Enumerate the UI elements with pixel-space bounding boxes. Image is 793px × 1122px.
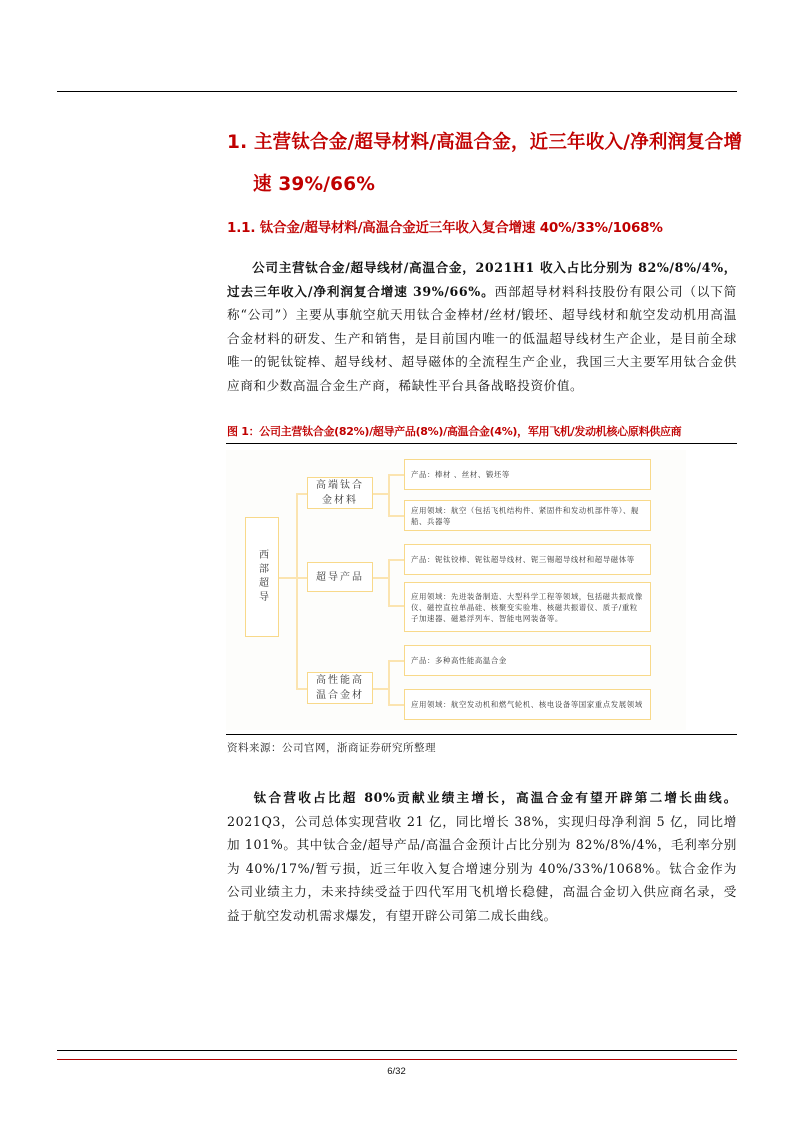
paragraph-intro-lead: 公司主营钛合金/超导线材/高温合金，2021H1 收入占比分别为 82%/8%/4%，过去三年收入/净利润复合增速 39%/66%。 bbox=[227, 260, 737, 299]
paragraph-growth bbox=[227, 786, 737, 927]
connector bbox=[373, 493, 388, 495]
connector bbox=[388, 559, 390, 606]
connector bbox=[373, 577, 388, 579]
page-number: 6/32 bbox=[387, 1066, 406, 1077]
connector bbox=[388, 559, 404, 561]
footer-rule-red bbox=[57, 1059, 737, 1060]
connector bbox=[296, 688, 307, 690]
leaf-superalloy-product: 产品：多种高性能高温合金 bbox=[404, 645, 651, 676]
header-rule bbox=[57, 91, 737, 92]
connector bbox=[388, 660, 404, 662]
connector bbox=[388, 474, 390, 516]
connector bbox=[296, 493, 307, 495]
connector bbox=[388, 605, 404, 607]
leaf-superconductor-product: 产品：铌钛铰棒、铌钛超导线材、铌三锡超导线材和超导磁体等 bbox=[404, 544, 651, 575]
heading-line-2: 速 39%/66% bbox=[253, 174, 376, 195]
leaf-superconductor-application: 应用领域：先进装备制造、大型科学工程等领域，包括磁共振成像仪、磁控直拉单晶硅、核聚变实验堆、核磁共振谱仪、质子/重粒子加速器、磁悬浮列车、智能电网装备等。 bbox=[404, 582, 651, 632]
source-rule bbox=[226, 734, 737, 735]
connector bbox=[388, 474, 404, 476]
section-heading-1 bbox=[227, 122, 747, 206]
figure-title: 图 1：公司主营钛合金(82%)/超导产品(8%)/高温合金(4%)，军用飞机/发动机核心原料供应商 bbox=[227, 425, 682, 438]
figure-rule bbox=[226, 443, 737, 444]
connector bbox=[373, 688, 388, 690]
heading-line-1: 1. 主营钛合金/超导材料/高温合金，近三年收入/净利润复合增 bbox=[227, 132, 743, 153]
paragraph-intro-body: 西部超导材料科技股份有限公司（以下简称“公司”）主要从事航空航天用钛合金棒材/丝材/锻坯、超导线材和航空发动机用高温合金材料的研发、生产和销售，是目前国内唯一的低温超导线材生产企业，是目前全球唯一的铌钛锭棒、超导线材、超导磁体的全流程生产企业，我国三大主要军用钛合金供应商和少数高温合金生产商，稀缺性平台具备战略投资价值。 bbox=[227, 283, 737, 393]
category-node-titanium: 高端钛合金材料 bbox=[307, 477, 373, 509]
paragraph-growth-lead: 钛合营收占比超 80%贡献业绩主增长，高温合金有望开辟第二增长曲线。 bbox=[252, 790, 737, 805]
connector bbox=[279, 577, 307, 579]
leaf-superalloy-application: 应用领域：航空发动机和燃气轮机、核电设备等国家重点发展领域 bbox=[404, 689, 651, 720]
connector bbox=[296, 493, 298, 689]
connector bbox=[388, 515, 404, 517]
figure-source: 资料来源：公司官网，浙商证券研究所整理 bbox=[227, 742, 436, 754]
leaf-titanium-application: 应用领域：航空（包括飞机结构件、紧固件和发动机部件等）、舰船、兵器等 bbox=[404, 500, 651, 531]
leaf-titanium-product: 产品：棒材 、丝材、锻坯等 bbox=[404, 459, 651, 490]
paragraph-growth-body: 2021Q3，公司总体实现营收 21 亿，同比增长 38%，实现归母净利润 5 亿，同比增加 101%。其中钛合金/超导产品/高温合金预计占比分别为 82%/8%/4%，毛利率分别为 40%/17%/暂亏损，近三年收入复合增速分别为 40%/33%/1068%。钛合金作为公司业绩主力，未来持续受益于四代军用飞机增长稳健，高温合金切入供应商名录，受益于航空发动机需求爆发，有望开辟公司第二成长曲线。 bbox=[227, 813, 737, 923]
category-node-superconductor: 超导产品 bbox=[307, 562, 373, 592]
connector bbox=[388, 660, 390, 705]
section-heading-1-1: 1.1. 钛合金/超导材料/高温合金近三年收入复合增速 40%/33%/1068% bbox=[227, 220, 663, 236]
paragraph-intro bbox=[227, 256, 737, 397]
root-node: 西部超导 bbox=[245, 517, 279, 637]
business-structure-diagram bbox=[226, 450, 686, 730]
connector bbox=[388, 704, 404, 706]
footer-rule-black bbox=[57, 1050, 737, 1051]
category-node-superalloy: 高性能高温合金材 bbox=[307, 672, 373, 704]
